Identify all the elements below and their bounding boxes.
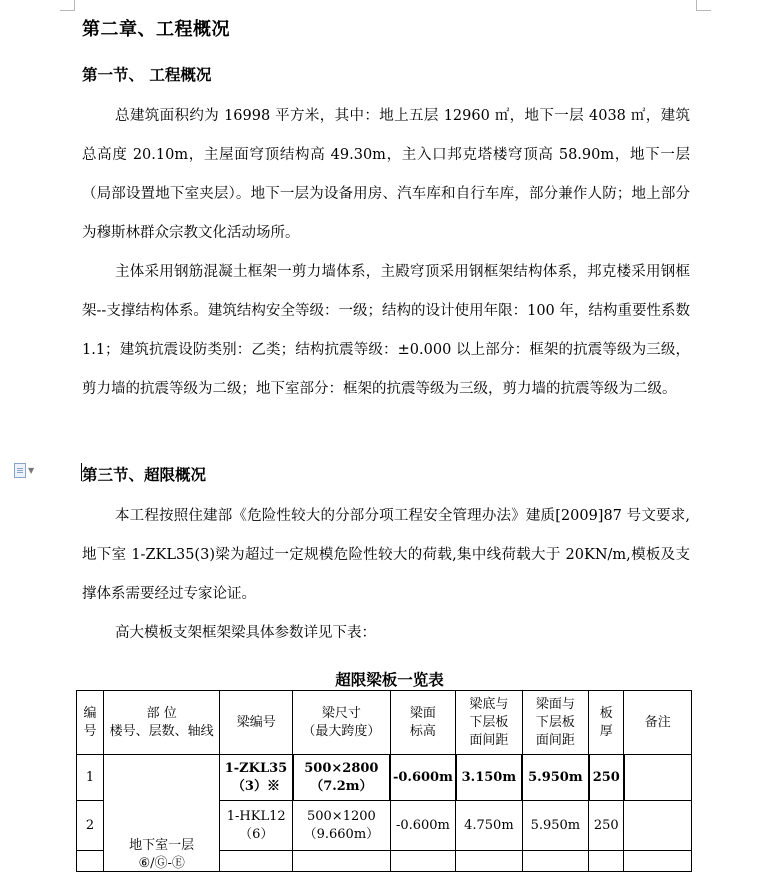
page-corner-marker-right	[696, 0, 711, 11]
paragraph-options-icon[interactable]: ▼	[14, 463, 44, 479]
cell-empty	[77, 851, 104, 872]
section3-title: 第三节、超限概况	[82, 465, 207, 484]
page-corner-marker-left	[60, 0, 75, 11]
header-size: 梁尺寸 （最大跨度）	[293, 691, 391, 755]
cell-elevation: -0.600m	[390, 755, 455, 801]
header-no: 编号	[77, 691, 104, 755]
table-title: 超限梁板一览表	[335, 670, 444, 689]
table-header-row	[77, 691, 692, 755]
section3-paragraph-1: 本工程按照住建部《危险性较大的分部分项工程安全管理办法》建质[2009]87 号文要求,地下室 1-ZKL35(3)梁为超过一定规模危险性较大的荷载,集中线荷载大于 20KN/m,模板及支撑体系需要经过专家论证。	[82, 508, 690, 602]
header-remark: 备注	[624, 691, 692, 755]
cell-bottom-gap: 3.150m	[456, 755, 522, 801]
cell-empty	[293, 851, 391, 872]
cell-beam-id: 1-HKL12 （6）	[220, 801, 293, 851]
header-bottom-gap: 梁底与 下层板 面间距	[456, 691, 522, 755]
cell-empty	[456, 851, 522, 872]
beam-table	[76, 690, 692, 872]
cell-location: 地下室一层 ⑥/Ⓖ-Ⓔ	[104, 755, 220, 872]
cell-remark	[624, 755, 692, 801]
header-beam-id: 梁编号	[220, 691, 293, 755]
chapter-title: 第二章、工程概况	[82, 19, 230, 40]
cell-bottom-gap: 4.750m	[456, 801, 522, 851]
cell-size: 500×2800 （7.2m）	[293, 755, 391, 801]
table-row	[77, 755, 692, 801]
cell-size: 500×1200 （9.660m）	[293, 801, 391, 851]
cell-remark	[624, 801, 692, 851]
cell-no: 2	[77, 801, 104, 851]
header-face-gap: 梁面与 下层板 面间距	[522, 691, 588, 755]
cell-face-gap: 5.950m	[522, 801, 588, 851]
section3-body	[82, 497, 690, 653]
cell-face-gap: 5.950m	[522, 755, 588, 801]
cell-empty	[390, 851, 455, 872]
section1-paragraph-1: 总建筑面积约为 16998 平方米，其中：地上五层 12960 ㎡，地下一层 4038 ㎡，建筑总高度 20.10m，主屋面穹顶结构高 49.30m，主入口邦克塔楼穹顶高 58.90m，地下一层（局部设置地下室夹层）。地下一层为设备用房、汽车库和自行车库，部分兼作人防；地上部分为穆斯林群众宗教文化活动场所。	[82, 108, 690, 241]
cell-slab: 250	[589, 755, 624, 801]
section1-body	[82, 97, 690, 409]
cell-empty	[624, 851, 692, 872]
section3-paragraph-2: 高大模板支架框架梁具体参数详见下表：	[115, 625, 376, 641]
cell-no: 1	[77, 755, 104, 801]
cell-empty	[522, 851, 588, 872]
header-slab: 板 厚	[589, 691, 624, 755]
cell-empty	[589, 851, 624, 872]
cell-slab: 250	[589, 801, 624, 851]
header-location: 部 位 楼号、层数、轴线	[104, 691, 220, 755]
section1-paragraph-2: 主体采用钢筋混凝土框架一剪力墙体系，主殿穹顶采用钢框架结构体系，邦克楼采用钢框架--支撑结构体系。建筑结构安全等级：一级；结构的设计使用年限：100 年，结构重要性系数 1.1；建筑抗震设防类别：乙类；结构抗震等级：±0.000 以上部分：框架的抗震等级为三级，剪力墙的抗震等级为二级；地下室部分：框架的抗震等级为三级，剪力墙的抗震等级为二级。	[82, 264, 690, 397]
cell-elevation: -0.600m	[390, 801, 455, 851]
cell-empty	[220, 851, 293, 872]
section1-title: 第一节、 工程概况	[82, 65, 212, 84]
cell-beam-id: 1-ZKL35 （3）※	[220, 755, 293, 801]
header-elevation: 梁面 标高	[390, 691, 455, 755]
